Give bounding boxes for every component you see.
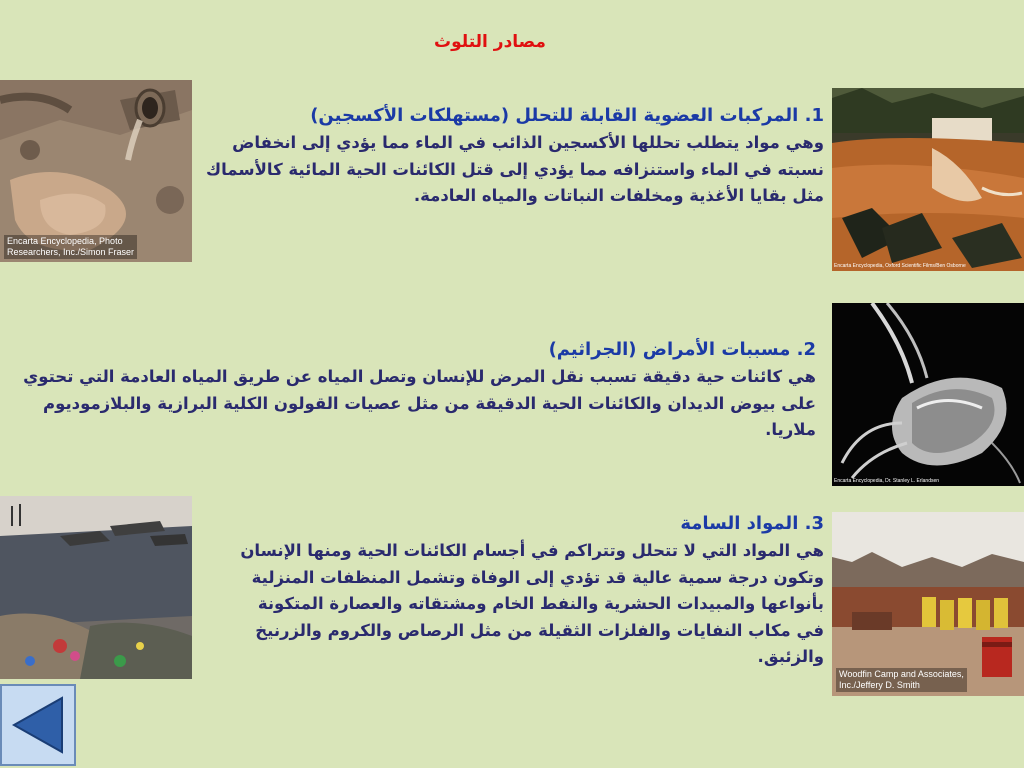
body-line: على بيوض الديدان والكائنات الحية الدقيقة من مثل عصيات القولون الكلية البرازية والبلازموديوم	[43, 393, 816, 413]
body-line: وتكون درجة سمية عالية قد تؤدي إلى الوفاة وتشمل المنظفات المنزلية	[251, 567, 824, 587]
slide-title: مصادر التلوث	[434, 32, 546, 52]
body-line: وهي مواد يتطلب تحللها الأكسجين الذائب في الماء مما يؤدي إلى انخفاض	[232, 133, 824, 152]
photo-credit: Encarta Encyclopedia, Oxford Scientific Films/Ben Osborne	[834, 263, 966, 269]
river-outfall-photo	[832, 88, 1024, 271]
sewage-pipe-photo	[0, 80, 192, 262]
photo-credit: Encarta Encyclopedia, Dr. Stanley L. Erlandsen	[834, 478, 940, 484]
photo-credit: Encarta Encyclopedia, Photo Researchers, Inc./Simon Fraser	[4, 235, 137, 259]
section-body	[0, 364, 816, 444]
section-organic-compounds	[184, 102, 824, 210]
photo-credit: Woodfin Camp and Associates, Inc./Jeffery D. Smith	[836, 668, 967, 692]
body-line: والزئبق.	[757, 647, 824, 666]
section-pathogens	[0, 336, 816, 444]
section-heading: 2. مسببات الأمراض (الجراثيم)	[548, 339, 816, 360]
body-line: نسبته في الماء واستنزافه مما يؤدي إلى قتل الكائنات الحية المائية كالأسماك	[205, 159, 824, 179]
microbe-photo	[832, 303, 1024, 486]
section-body	[184, 130, 824, 210]
body-line: مثل بقايا الأغذية ومخلفات النباتات والمياه العادمة.	[413, 186, 824, 205]
body-line: بأنواعها والمبيدات الحشرية والنفط الخام ومشتقاته والعصارة المتكونة	[257, 594, 824, 613]
section-body	[204, 538, 824, 671]
section-toxic-materials	[204, 510, 824, 671]
section-heading: 3. المواد السامة	[680, 513, 824, 534]
triangle-left-icon	[2, 686, 74, 764]
back-button[interactable]	[0, 684, 76, 766]
body-line: هي المواد التي لا تتحلل وتتراكم في أجسام الكائنات الحية ومنها الإنسان	[240, 541, 824, 560]
toxic-barrels-photo	[832, 512, 1024, 696]
body-line: هي كائنات حية دقيقة تسبب نقل المرض للإنسان وتصل المياه عن طريق المياه العادمة التي تحتوي	[23, 367, 816, 386]
body-line: ملاريا.	[765, 420, 816, 439]
polluted-shore-photo	[0, 496, 192, 679]
body-line: في مكاب النفايات والفلزات الثقيلة من مثل الرصاص والكروم والزرنيخ	[255, 620, 824, 640]
section-heading: 1. المركبات العضوية القابلة للتحلل (مستهلكات الأكسجين)	[310, 105, 824, 126]
